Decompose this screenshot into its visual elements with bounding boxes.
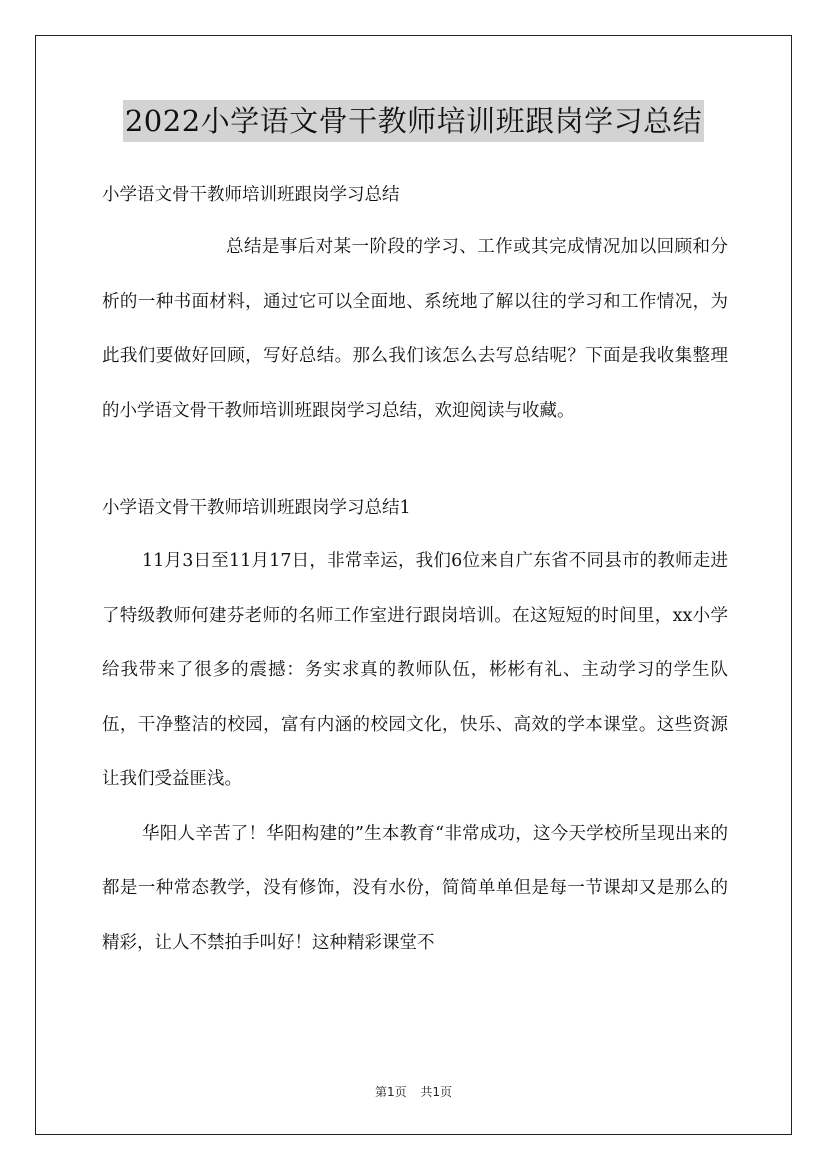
page-number: 第1页	[374, 1085, 407, 1099]
title-container	[0, 100, 827, 142]
intro-paragraph: 总结是事后对某一阶段的学习、工作或其完成情况加以回顾和分析的一种书面材料，通过它可以全面地、系统地了解以往的学习和工作情况，为此我们要做好回顾，写好总结。那么我们该怎么去写总结呢？下面是我收集整理的小学语文骨干教师培训班跟岗学习总结，欢迎阅读与收藏。	[102, 237, 728, 421]
section-spacer	[102, 438, 728, 482]
document-body	[102, 170, 728, 970]
page-footer	[0, 1083, 827, 1100]
body-paragraph-1: 11月3日至11月17日，非常幸运，我们6位来自广东省不同县市的教师走进了特级教师何建芬老师的名师工作室进行跟岗培训。在这短短的时间里，xx小学给我带来了很多的震撼：务实求真的教师队伍，彬彬有礼、主动学习的学生队伍，干净整洁的校园，富有内涵的校园文化，快乐、高效的学本课堂。这些资源让我们受益匪浅。	[102, 551, 728, 789]
section-title: 小学语文骨干教师培训班跟岗学习总结1	[102, 498, 411, 518]
page-total: 共1页	[420, 1085, 453, 1099]
document-subtitle: 小学语文骨干教师培训班跟岗学习总结	[102, 185, 400, 205]
document-title: 2022小学语文骨干教师培训班跟岗学习总结	[123, 100, 704, 142]
body-paragraph-2: 华阳人辛苦了！华阳构建的”生本教育“非常成功，这今天学校所呈现出来的都是一种常态教学，没有修饰，没有水份，简简单单但是每一节课却又是那么的精彩，让人不禁拍手叫好！这种精彩课堂不	[102, 823, 728, 953]
